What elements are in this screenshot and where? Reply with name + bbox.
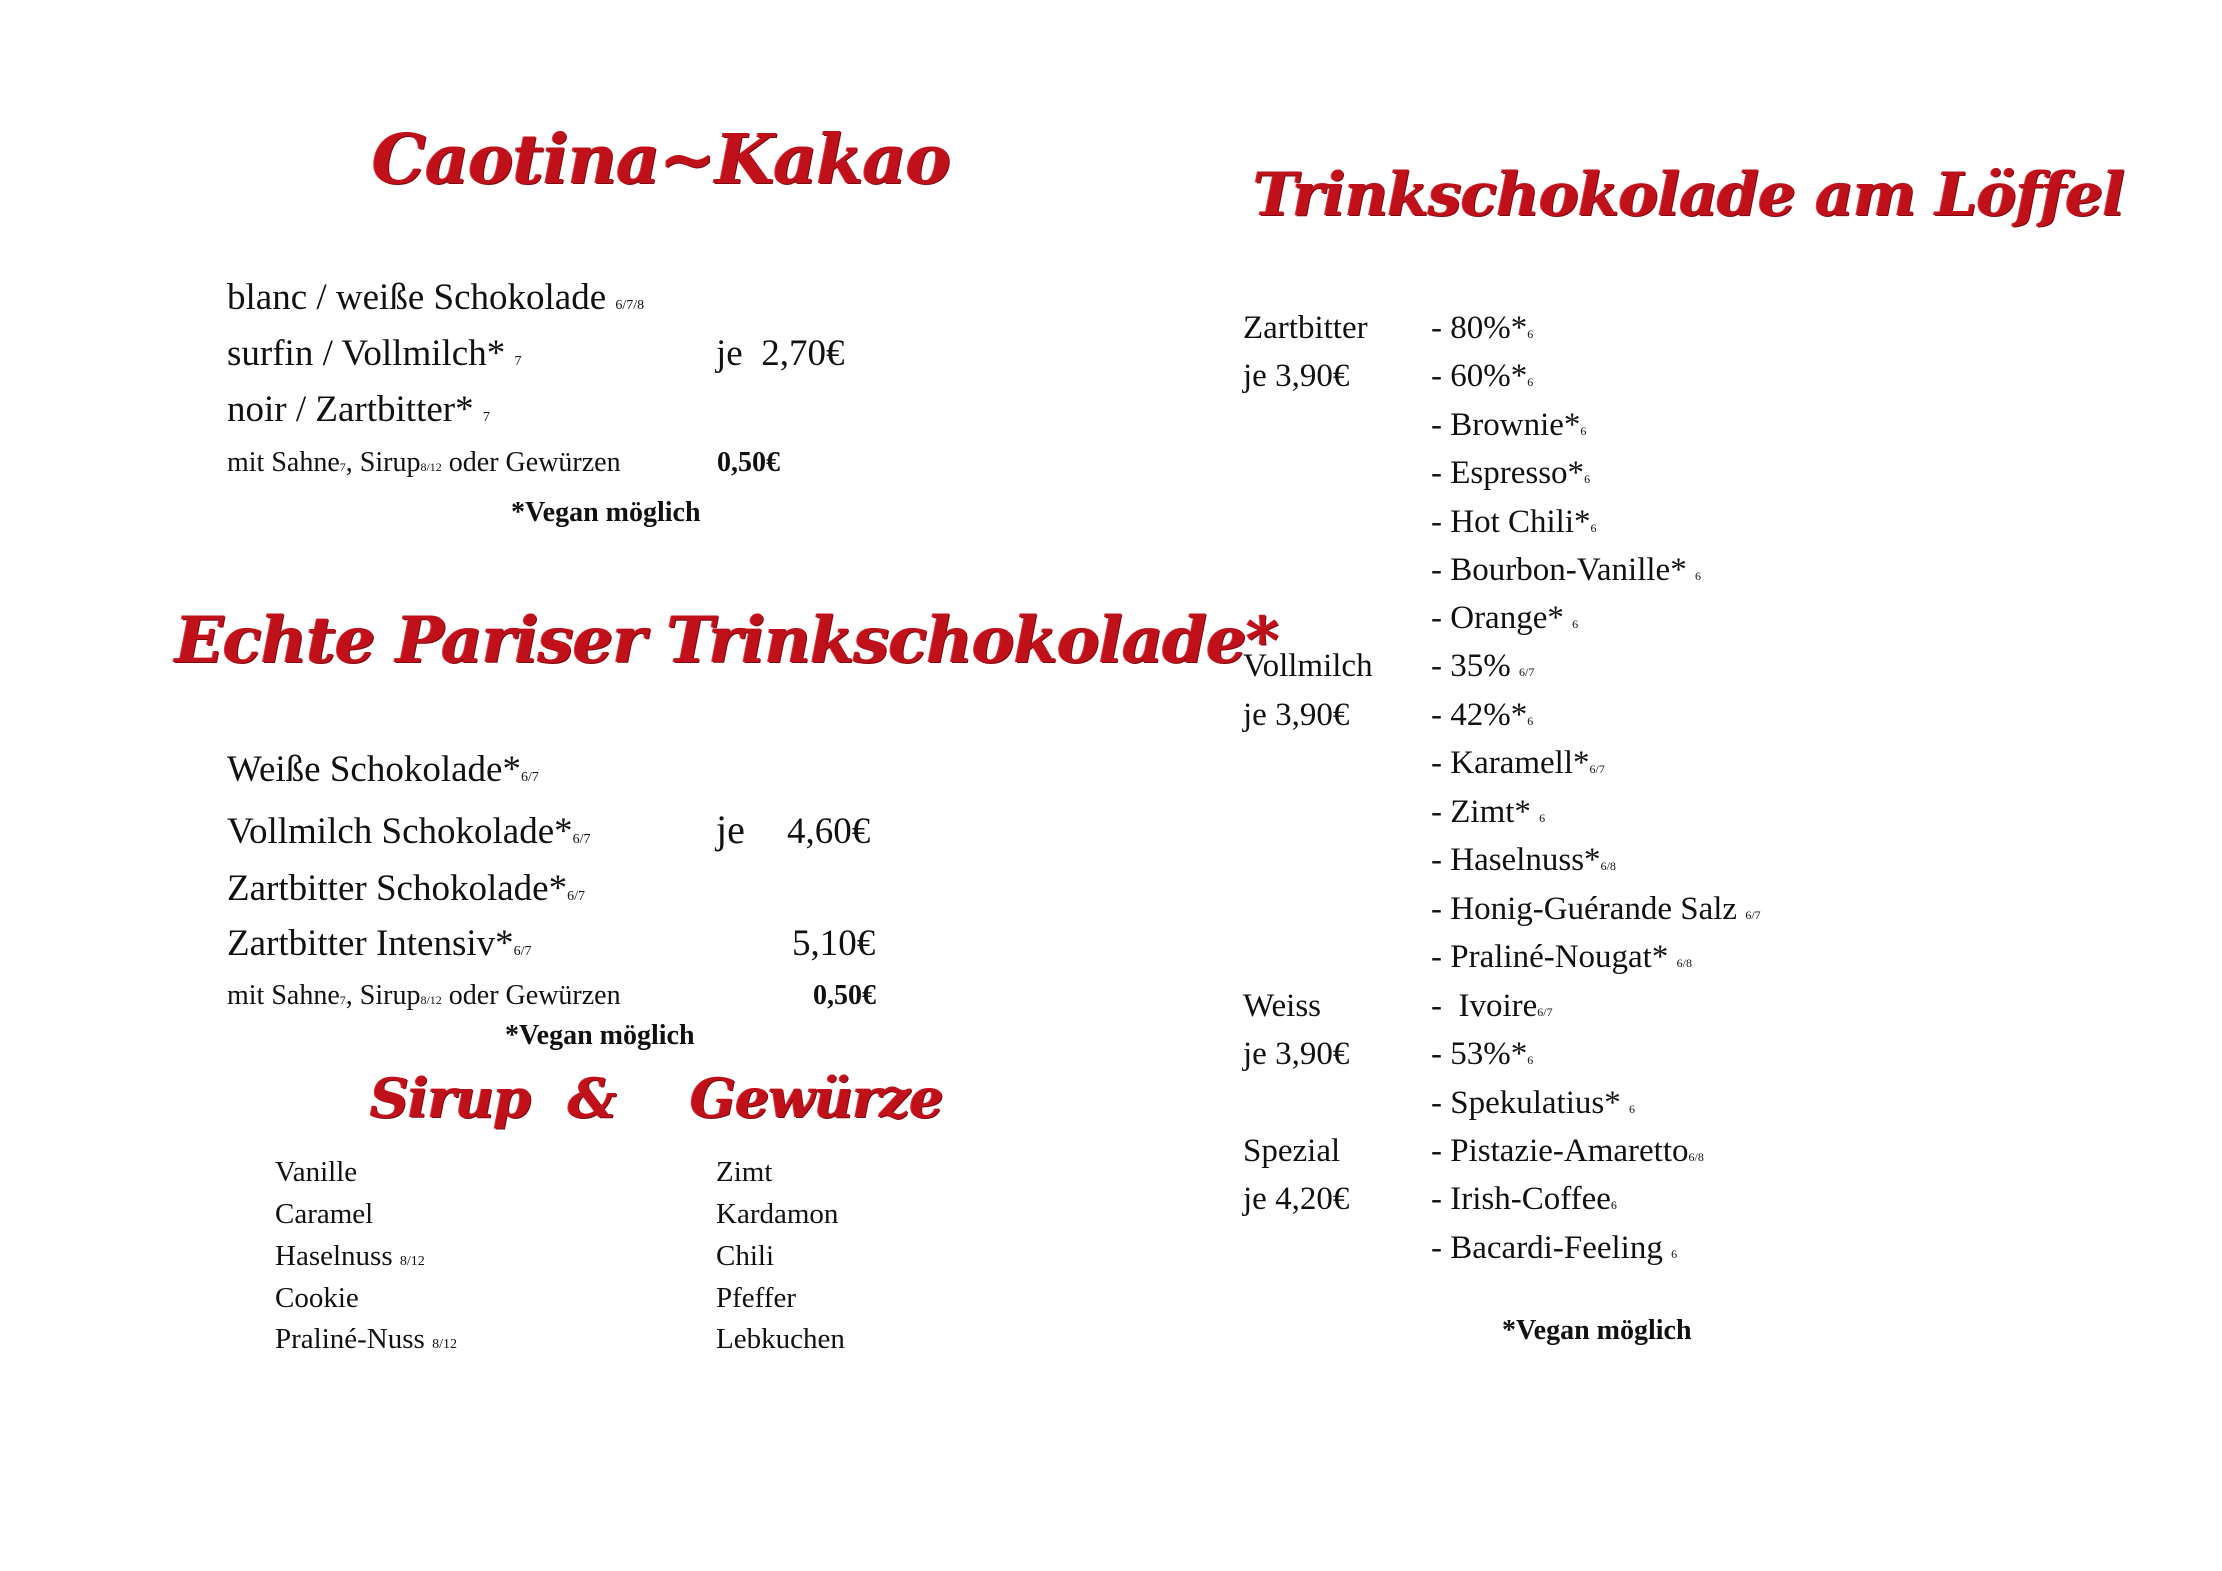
price-je: je	[716, 807, 745, 852]
item-name: Zartbitter Schokolade*	[227, 868, 568, 909]
extra-sirup: , Sirup	[345, 447, 421, 478]
allergen-note: 6/7	[1518, 665, 1535, 679]
allergen-note: 6	[1539, 811, 1546, 825]
allergen-note: 8/12	[420, 993, 442, 1007]
allergen-note: 6/7	[1745, 908, 1761, 922]
list-item: - Praliné-Nougat* 6/8	[1431, 939, 1692, 975]
list-item: - Espresso*6	[1431, 455, 1591, 491]
allergen-note: 8/12	[420, 460, 442, 474]
group-label: Weiss	[1243, 988, 1322, 1024]
item-name: Zartbitter Intensiv*	[227, 923, 514, 964]
extra-sahne: mit Sahne	[227, 447, 340, 478]
allergen-note: 7	[514, 354, 522, 369]
allergen-note: 7	[339, 460, 346, 474]
list-item: - Honig-Guérande Salz 6/7	[1431, 891, 1761, 927]
extra-gewuerze: oder Gewürzen	[441, 447, 621, 478]
allergen-note: 6	[1572, 617, 1579, 631]
list-item: - Irish-Coffee6	[1431, 1181, 1617, 1217]
sirup-title: Sirup	[370, 1066, 530, 1130]
allergen-note: 7	[482, 410, 490, 425]
allergen-note: 8/12	[432, 1337, 457, 1352]
allergen-note: 6/7	[520, 770, 539, 785]
vegan-note: *Vegan möglich	[505, 1020, 695, 1051]
menu-item	[227, 810, 591, 853]
allergen-note: 6	[1527, 1053, 1534, 1067]
vegan-note: *Vegan möglich	[511, 497, 701, 528]
list-item: - 60%*6	[1431, 358, 1534, 394]
list-item: - 53%*6	[1431, 1036, 1534, 1072]
item-name: blanc / weiße Schokolade	[227, 277, 607, 318]
allergen-note: 6/8	[1676, 956, 1692, 970]
loeffel-title: Trinkschokolade am Löffel	[1253, 160, 2125, 230]
group-price: je 3,90€	[1243, 358, 1350, 394]
allergen-note: 6	[1671, 1247, 1678, 1261]
price: 4,60€	[787, 811, 871, 852]
list-item: Chili	[716, 1240, 775, 1272]
allergen-note: 6	[1527, 327, 1534, 341]
allergen-note: 6/7	[567, 889, 585, 904]
extras-line	[227, 980, 621, 1012]
menu-item	[227, 388, 490, 431]
allergen-note: 6/7	[1537, 1005, 1553, 1019]
list-item: - Zimt* 6	[1431, 794, 1546, 830]
item-name: Weiße Schokolade*	[227, 749, 521, 790]
list-item: - Brownie*6	[1431, 407, 1587, 443]
list-item: - 80%*6	[1431, 310, 1534, 346]
list-item: - Karamell*6/7	[1431, 745, 1605, 781]
list-item: Pfeffer	[716, 1282, 796, 1314]
group-price: je 3,90€	[1243, 1036, 1350, 1072]
list-item: - Pistazie-Amaretto6/8	[1431, 1133, 1704, 1169]
price-intensiv: 5,10€	[792, 923, 876, 964]
list-item: - 42%*6	[1431, 697, 1534, 733]
allergen-note: 6/8	[1600, 859, 1616, 873]
list-item: Kardamon	[716, 1198, 839, 1230]
item-name: noir / Zartbitter*	[227, 389, 474, 430]
list-item: - Hot Chili*6	[1431, 504, 1597, 540]
price: je 2,70€	[716, 333, 845, 374]
allergen-note: 6	[1527, 714, 1534, 728]
allergen-note: 6	[1584, 472, 1591, 486]
list-item: - 35% 6/7	[1431, 648, 1535, 684]
menu-item	[227, 748, 539, 791]
list-item: Cookie	[275, 1282, 359, 1314]
group-label: Vollmilch	[1243, 648, 1373, 684]
group-label: Spezial	[1243, 1133, 1341, 1169]
vegan-note: *Vegan möglich	[1502, 1315, 1692, 1346]
allergen-note: 8/12	[399, 1254, 425, 1269]
extra-sahne: mit Sahne	[227, 980, 340, 1011]
extras-line	[227, 447, 621, 479]
allergen-note: 6	[1580, 424, 1587, 438]
allergen-note: 6/7/8	[615, 298, 645, 313]
group-label: Zartbitter	[1243, 310, 1368, 346]
list-item: Praliné-Nuss 8/12	[275, 1323, 457, 1355]
list-item: Caramel	[275, 1198, 374, 1230]
allergen-note: 6/7	[513, 944, 532, 959]
menu-item	[227, 332, 521, 375]
allergen-note: 7	[339, 993, 346, 1007]
item-name: Vollmilch Schokolade*	[227, 811, 573, 852]
allergen-note: 6/8	[1688, 1150, 1704, 1164]
list-item: - Haselnuss*6/8	[1431, 842, 1616, 878]
allergen-note: 6/7	[572, 832, 591, 847]
group-price: je 4,20€	[1243, 1181, 1350, 1217]
list-item: Haselnuss 8/12	[275, 1240, 425, 1272]
list-item: - Bourbon-Vanille* 6	[1431, 552, 1701, 588]
menu-item	[227, 922, 532, 965]
extras-price: 0,50€	[717, 447, 780, 478]
allergen-note: 6	[1610, 1198, 1617, 1212]
list-item: - Bacardi-Feeling 6	[1431, 1230, 1678, 1266]
list-item: Zimt	[716, 1156, 773, 1188]
pariser-title: Echte Pariser Trinkschokolade*	[175, 603, 1279, 678]
allergen-note: 6	[1590, 521, 1597, 535]
extras-price: 0,50€	[813, 980, 876, 1011]
list-item: - Orange* 6	[1431, 600, 1579, 636]
sirup-title-ampersand: &	[568, 1066, 616, 1130]
list-item: - Ivoire6/7	[1431, 988, 1553, 1024]
allergen-note: 6	[1694, 569, 1701, 583]
menu-item	[227, 867, 585, 910]
allergen-note: 6	[1527, 375, 1534, 389]
list-item: - Spekulatius* 6	[1431, 1085, 1635, 1121]
extra-sirup: , Sirup	[345, 980, 421, 1011]
caotina-title: Caotina~Kakao	[372, 120, 950, 200]
menu-item	[227, 276, 644, 319]
allergen-note: 6/7	[1589, 762, 1605, 776]
gewuerze-title: Gewürze	[690, 1066, 943, 1130]
list-item: Lebkuchen	[716, 1323, 845, 1355]
extra-gewuerze: oder Gewürzen	[441, 980, 621, 1011]
group-price: je 3,90€	[1243, 697, 1350, 733]
allergen-note: 6	[1628, 1102, 1635, 1116]
item-name: surfin / Vollmilch*	[227, 333, 506, 374]
list-item: Vanille	[275, 1156, 358, 1188]
